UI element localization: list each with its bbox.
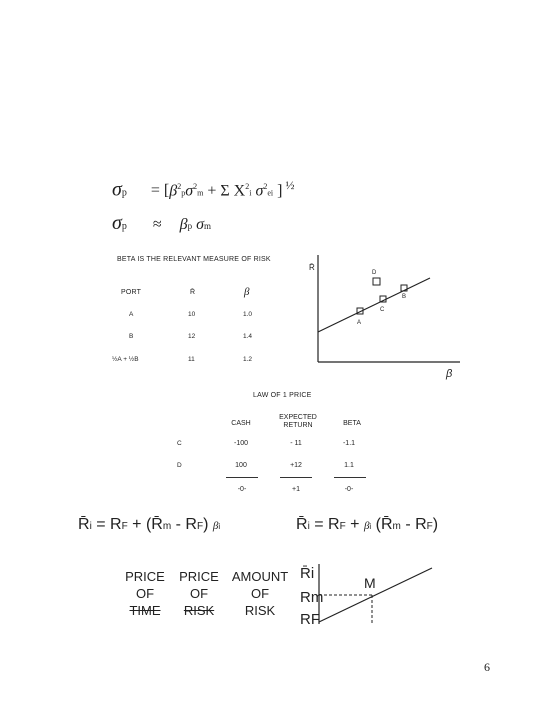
col-port-header: PORT [121,289,142,296]
chart2-y-bot-label: RF [300,611,320,624]
row-b-port: B [129,333,134,340]
row-half-port: ½A + ½B [112,356,139,363]
row-a-beta: 1.0 [243,311,253,318]
price-of-time: PRICE OF TIME [125,569,165,618]
col-cash-header: CASH [231,420,251,427]
row-a-port: A [129,311,134,318]
col-expected-header-2: RETURN [283,422,313,429]
chart1-y-label: R̄ [309,263,315,272]
law-row-d-return: +12 [290,462,302,469]
sum-line-return [280,477,312,478]
row-b-beta: 1.4 [243,333,253,340]
capm-equation-2: R̄i = RF + βi (R̄m - RF) [296,516,439,533]
law-row-d-beta: 1.1 [344,462,354,469]
chart1-label-c: C [380,307,385,313]
beta-return-chart [300,250,470,380]
capm-sml-chart [296,560,446,624]
law-row-d-label: D [177,462,182,469]
law-total-return: +1 [292,486,300,493]
law-row-c-cash: -100 [233,440,249,447]
chart2-y-mid-label: Rm [300,589,324,606]
formula-sigma-p-approx: σp ≈ βp σm [112,212,212,234]
law-total-beta: -0- [344,486,354,493]
chart1-label-b: B [402,294,407,300]
law-row-d-cash: 100 [235,462,247,469]
col-beta-law-header: BETA [343,420,361,427]
law-total-cash: -0- [237,486,247,493]
chart2-point-m: M [364,575,376,591]
row-half-beta: 1.2 [243,356,253,363]
row-a-r: 10 [188,311,196,318]
chart2-y-top-label: R̄i [300,565,315,582]
amount-of-risk: AMOUNT OF RISK [231,569,289,618]
page-number: 6 [484,660,490,674]
sum-line-cash [226,477,258,478]
chart1-point-d [373,278,380,285]
sum-line-beta [334,477,366,478]
law-heading: LAW OF 1 PRICE [253,392,312,399]
price-of-risk: PRICE OF RISK [179,569,219,618]
chart1-x-label: β [446,368,453,380]
beta-section-heading: BETA IS THE RELEVANT MEASURE OF RISK [117,256,271,263]
chart1-label-d: D [372,270,377,276]
chart1-label-a: A [357,320,362,326]
capm-equation-1: R̄i = RF + (R̄m - RF) βi [78,516,221,533]
col-r-header: R̄ [190,289,196,296]
row-b-r: 12 [188,333,196,340]
law-row-c-return: - 11 [290,440,302,447]
formula-sigma-p-full: $\sigma p = [\beta^2p\sigma^2m + \Sigma$ $X^2i$ $\sigma^2ei$ ] $^{\frac{1}{2}}$ [112,178,295,201]
row-half-r: 11 [188,356,195,363]
col-beta-header: β [244,286,250,298]
chart1-market-line [318,278,430,332]
law-row-c-label: C [177,440,182,447]
law-row-c-beta: -1.1 [342,440,356,447]
col-expected-header-1: EXPECTED [279,414,317,421]
